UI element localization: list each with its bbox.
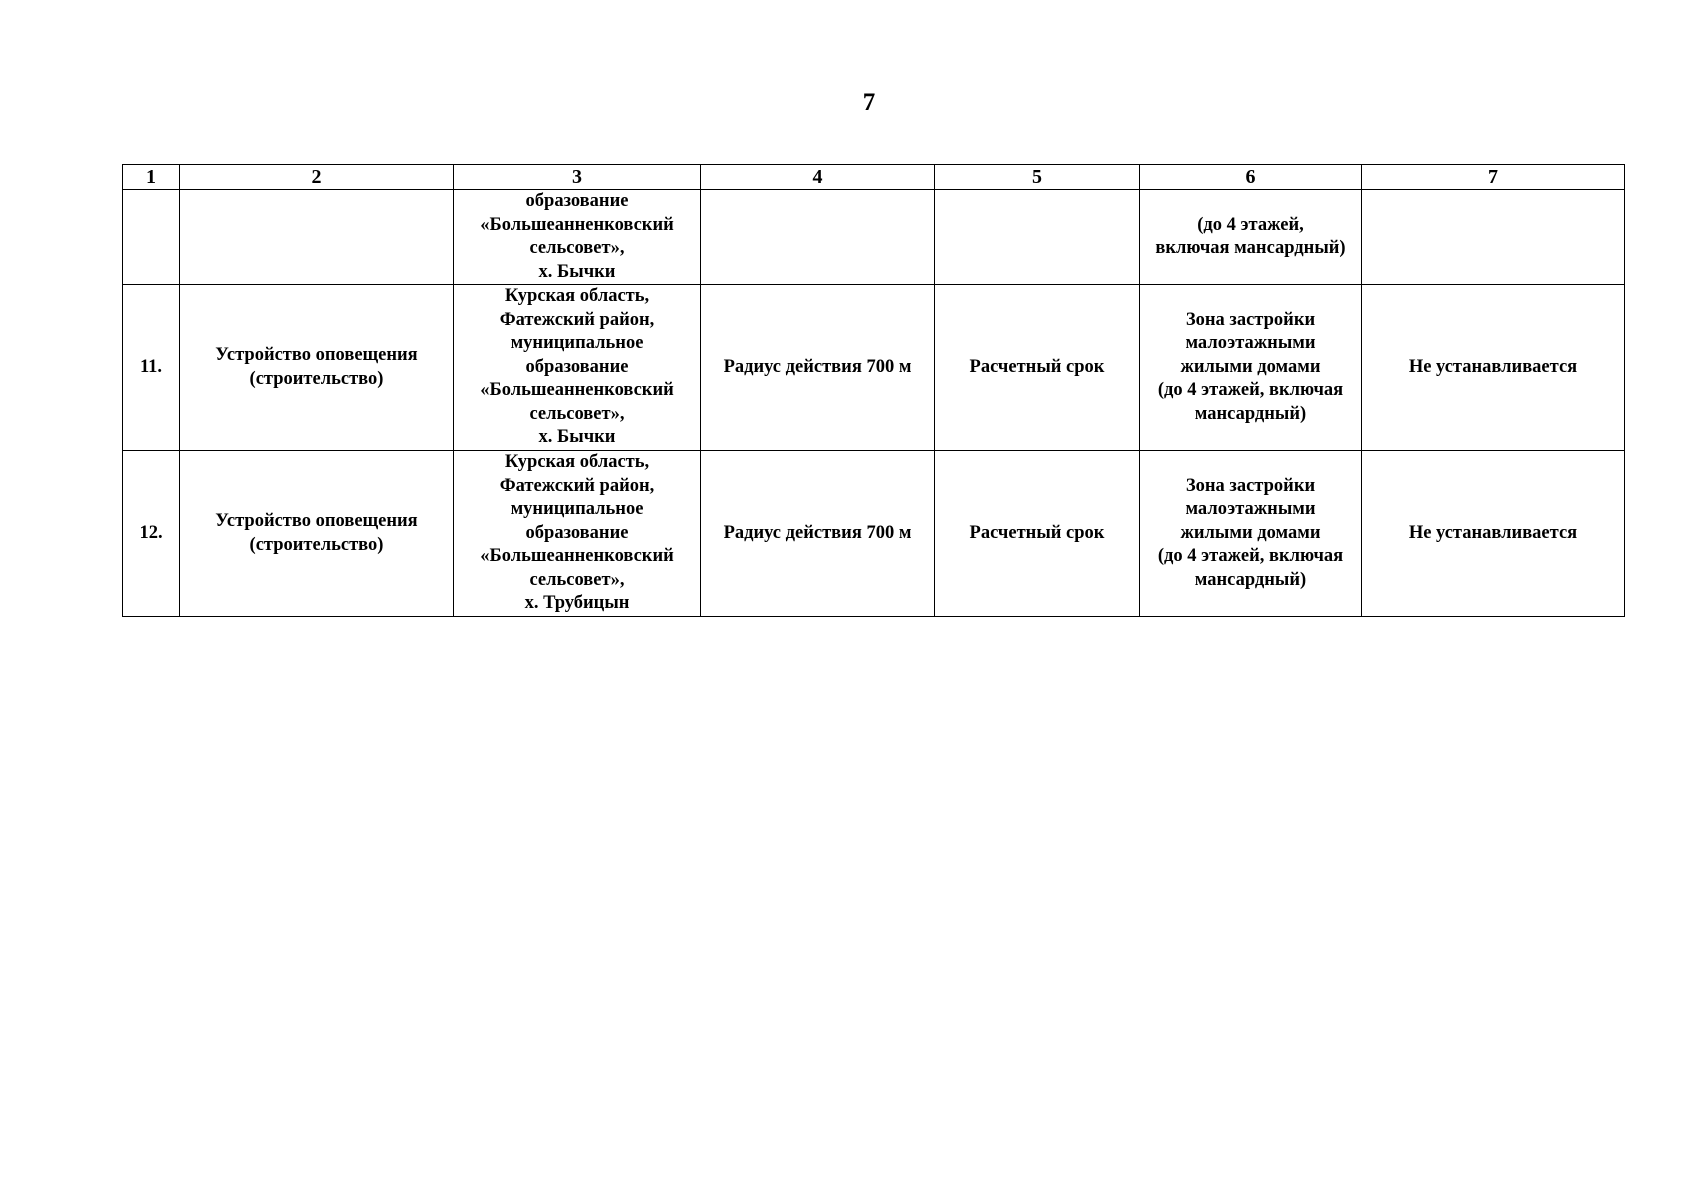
cell-zone: Зона застройки малоэтажными жилыми домами (до 4 этажей, включая мансардный)	[1140, 285, 1362, 451]
table-row	[123, 451, 1625, 617]
table-row	[123, 190, 1625, 285]
cell-term: Расчетный срок	[935, 451, 1140, 617]
cell-num	[123, 190, 180, 285]
page-number: 7	[862, 89, 876, 116]
cell-location: Курская область, Фатежский район, муниципальное образование «Большеанненковский сельсовет», х. Трубицын	[454, 451, 701, 617]
cell-zone: (до 4 этажей, включая мансардный)	[1140, 190, 1362, 285]
cell-name: Устройство оповещения (строительство)	[180, 285, 454, 451]
cell-protection-zone: Не устанавливается	[1362, 451, 1625, 617]
cell-characteristics: Радиус действия 700 м	[701, 451, 935, 617]
header-col-3: 3	[454, 165, 701, 190]
objects-table	[122, 164, 1625, 617]
header-col-5: 5	[935, 165, 1140, 190]
header-col-2: 2	[180, 165, 454, 190]
cell-location: Курская область, Фатежский район, муниципальное образование «Большеанненковский сельсовет», х. Бычки	[454, 285, 701, 451]
cell-name: Устройство оповещения (строительство)	[180, 451, 454, 617]
table-row	[123, 285, 1625, 451]
cell-term	[935, 190, 1140, 285]
header-col-6: 6	[1140, 165, 1362, 190]
cell-term: Расчетный срок	[935, 285, 1140, 451]
cell-characteristics	[701, 190, 935, 285]
cell-zone: Зона застройки малоэтажными жилыми домами (до 4 этажей, включая мансардный)	[1140, 451, 1362, 617]
cell-characteristics: Радиус действия 700 м	[701, 285, 935, 451]
cell-protection-zone: Не устанавливается	[1362, 285, 1625, 451]
header-col-4: 4	[701, 165, 935, 190]
header-col-7: 7	[1362, 165, 1625, 190]
cell-protection-zone	[1362, 190, 1625, 285]
cell-num: 11.	[123, 285, 180, 451]
table-header-row	[123, 165, 1625, 190]
cell-num: 12.	[123, 451, 180, 617]
cell-name	[180, 190, 454, 285]
header-col-1: 1	[123, 165, 180, 190]
cell-location: образование «Большеанненковский сельсовет», х. Бычки	[454, 190, 701, 285]
